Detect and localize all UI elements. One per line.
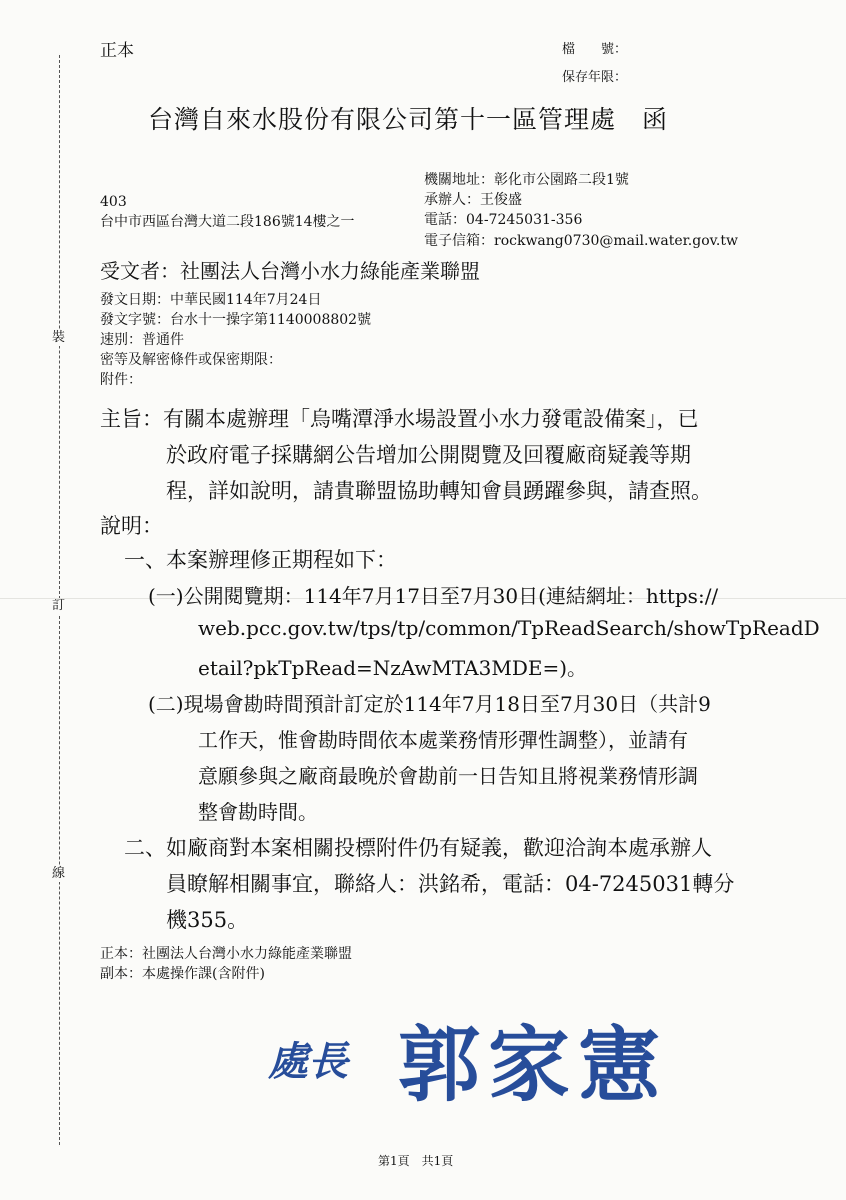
- distribution-original: 正本：社團法人台灣小水力綠能產業聯盟: [100, 946, 352, 962]
- file-number-label: 檔 號：: [562, 42, 628, 57]
- attachment: 附件：: [100, 372, 142, 388]
- document-title: 台灣自來水股份有限公司第十一區管理處 函: [148, 105, 669, 134]
- sub-item-line: (二)現場會勘時間預計訂定於114年7月18日至7月30日（共計9: [148, 692, 711, 716]
- contact-email: 電子信箱：rockwang0730@mail.water.gov.tw: [424, 233, 738, 249]
- explanation-item-1: 一、本案辦理修正期程如下：: [124, 548, 397, 572]
- recipient-postcode: 403: [100, 194, 127, 210]
- sender-address: 機關地址：彰化市公園路二段1號: [424, 172, 629, 188]
- explanation-item-2-line: 員瞭解相關事宜，聯絡人：洪銘希，電話：04-7245031轉分: [166, 872, 735, 896]
- explanation-item-2: 二、如廠商對本案相關投標附件仍有疑義，歡迎洽詢本處承辦人: [124, 836, 712, 860]
- sub-item-line: (一)公開閱覽期：114年7月17日至7月30日(連結網址：https://: [148, 584, 719, 608]
- subject-line: 主旨：有關本處辦理「烏嘴潭淨水場設置小水力發電設備案」，已: [100, 407, 699, 431]
- explanation-heading: 說明：: [100, 514, 163, 538]
- recipient-address: 台中市西區台灣大道二段186號14樓之一: [100, 214, 355, 230]
- sub-item-line: 整會勘時間。: [198, 800, 318, 824]
- distribution-copy: 副本：本處操作課(含附件): [100, 966, 265, 982]
- contact-phone: 電話：04-7245031-356: [424, 212, 583, 228]
- sub-item-line: 工作天，惟會勘時間依本處業務情形彈性調整），並請有: [198, 728, 688, 752]
- addressee: 受文者：社團法人台灣小水力綠能產業聯盟: [100, 259, 480, 283]
- seal-title: 處長: [268, 1038, 348, 1085]
- subject-line: 程，詳如說明，請貴聯盟協助轉知會員踴躍參與，請查照。: [166, 479, 712, 503]
- sub-item-line: web.pcc.gov.tw/tps/tp/common/TpReadSearch/showTpReadD: [198, 616, 820, 640]
- copy-mark: 正本: [100, 41, 134, 61]
- seal-name: 郭家憲: [398, 1017, 669, 1113]
- sub-item-line: etail?pkTpRead=NzAwMTA3MDE=)。: [198, 656, 588, 680]
- issue-date: 發文日期：中華民國114年7月24日: [100, 292, 322, 308]
- secrecy-level: 密等及解密條件或保密期限：: [100, 352, 282, 368]
- sub-item-line: 意願參與之廠商最晚於會勘前一日告知且將視業務情形調: [198, 764, 698, 788]
- binding-mark-zhuang: 裝: [52, 330, 66, 345]
- page-footer: 第1頁 共1頁: [378, 1154, 454, 1168]
- delivery-speed: 速別：普通件: [100, 332, 184, 348]
- subject-line: 於政府電子採購網公告增加公開閱覽及回覆廠商疑義等期: [166, 443, 691, 467]
- document-number: 發文字號：台水十一操字第1140008802號: [100, 312, 372, 328]
- binding-mark-xian: 線: [52, 866, 66, 881]
- contact-person: 承辦人：王俊盛: [424, 192, 522, 208]
- binding-mark-ding: 訂: [52, 598, 66, 613]
- retention-period-label: 保存年限：: [562, 70, 628, 85]
- explanation-item-2-line: 機355。: [166, 908, 249, 932]
